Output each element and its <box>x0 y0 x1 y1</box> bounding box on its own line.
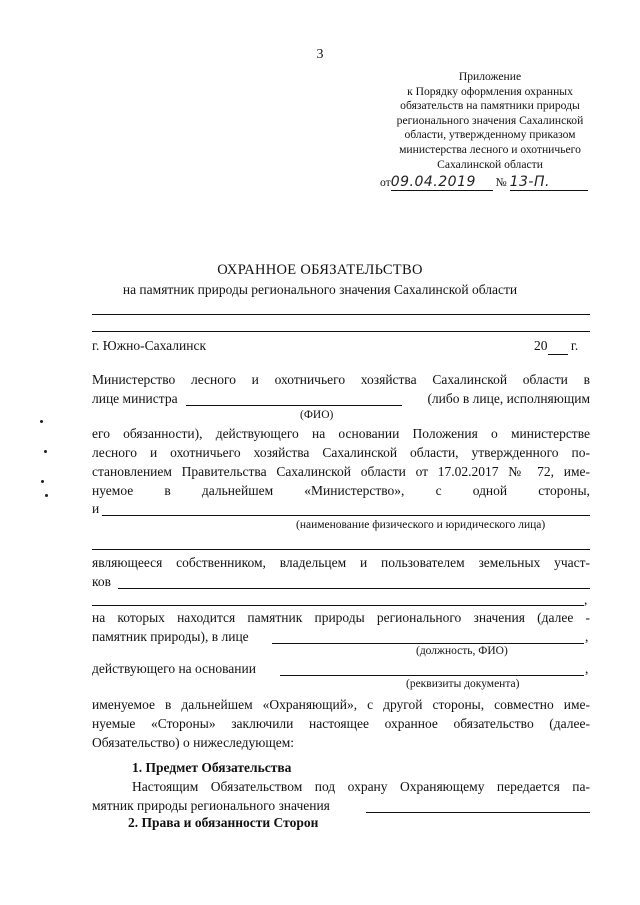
blank-line <box>92 549 590 550</box>
word: нуемое <box>92 483 134 498</box>
body-line: мятник природы регионального значения <box>92 798 330 813</box>
blank-line <box>280 675 584 676</box>
body-line: памятник природы), в лице <box>92 629 249 644</box>
document-subtitle: на памятник природы регионального значения Сахалинской области <box>122 282 518 297</box>
comma: , <box>584 592 588 607</box>
handwritten-number: 13-П. <box>510 174 588 191</box>
year-field <box>534 338 578 355</box>
scan-dot <box>40 420 43 423</box>
fio-label: (ФИО) <box>300 409 334 421</box>
word: «Министерство», <box>304 483 405 498</box>
body-line: становлением Правительства Сахалинской области от 17.02.2017 № 72, име- <box>92 464 590 479</box>
body-line: ков <box>92 574 111 589</box>
body-line: Обязательство) о нижеследующем: <box>92 735 295 750</box>
blank-line <box>272 643 584 644</box>
blank-line <box>92 331 590 332</box>
year-suffix: г. <box>570 338 579 353</box>
handwritten-date: 09.04.2019 <box>391 174 493 191</box>
body-line: действующего на основании <box>92 661 256 676</box>
section-heading: 1. Предмет Обязательства <box>132 760 292 775</box>
appendix-line: к Порядку оформления охранных <box>407 84 573 98</box>
appendix-line: министерства лесного и охотничьего <box>399 142 581 156</box>
blank-line <box>102 515 590 516</box>
appendix-line: обязательств на памятники природы <box>400 99 580 113</box>
body-line: на которых находится памятник природы регионального значения (далее - <box>92 610 590 625</box>
scan-dot <box>45 494 48 497</box>
scan-dot <box>44 450 47 453</box>
blank-line <box>92 605 584 606</box>
scan-dot <box>41 480 44 483</box>
word: с <box>435 483 442 498</box>
body-line: лице министра <box>92 391 178 406</box>
comma: , <box>585 629 589 644</box>
body-line: именуемое в дальнейшем «Охраняющий», с другой стороны, совместно име- <box>92 697 590 712</box>
appendix-line: Приложение <box>458 70 522 83</box>
section-heading: 2. Права и обязанности Сторон <box>128 815 319 830</box>
position-label: (должность, ФИО) <box>416 645 508 657</box>
requisites-label: (реквизиты документа) <box>406 678 520 690</box>
comma: , <box>585 661 589 676</box>
blank-line <box>186 405 402 406</box>
body-line: его обязанности), действующего на основании Положения о министерстве <box>92 426 590 441</box>
word: стороны, <box>538 483 590 498</box>
year-prefix: 20 <box>534 338 548 353</box>
blank-line <box>366 812 590 813</box>
body-line-spaced <box>92 483 590 499</box>
body-line: нуемые «Стороны» заключили настоящее охранное обязательство (далее- <box>92 716 590 731</box>
appendix-line: регионального значения Сахалинской <box>396 113 584 127</box>
number-sign: № <box>495 176 507 189</box>
place-text: г. Южно-Сахалинск <box>92 338 207 353</box>
word: в <box>164 483 171 498</box>
document-title: ОХРАННОЕ ОБЯЗАТЕЛЬСТВО <box>217 262 423 278</box>
body-line: лесного и охотничьего хозяйства Сахалинской области, утвержденного по- <box>92 445 590 460</box>
blank-line <box>118 588 590 589</box>
body-line: Министерство лесного и охотничьего хозяйства Сахалинской области в <box>92 372 590 387</box>
appendix-line: области, утвержденному приказом <box>404 128 576 142</box>
name-label: (наименование физического и юридического лица) <box>296 519 546 531</box>
page-number: 3 <box>316 47 324 62</box>
body-line: (либо в лице, исполняющим <box>427 391 590 406</box>
appendix-line: Сахалинской области <box>437 157 543 171</box>
appendix-date-line <box>380 174 588 191</box>
body-line: Настоящим Обязательством под охрану Охраняющему передается па- <box>132 779 590 794</box>
body-line: и <box>92 501 100 516</box>
blank-line <box>92 314 590 315</box>
body-line: являющееся собственником, владельцем и пользователем земельных участ- <box>92 555 590 570</box>
word: одной <box>472 483 508 498</box>
word: дальнейшем <box>201 483 274 498</box>
appendix-block <box>380 70 600 172</box>
date-prefix: от <box>380 176 391 189</box>
